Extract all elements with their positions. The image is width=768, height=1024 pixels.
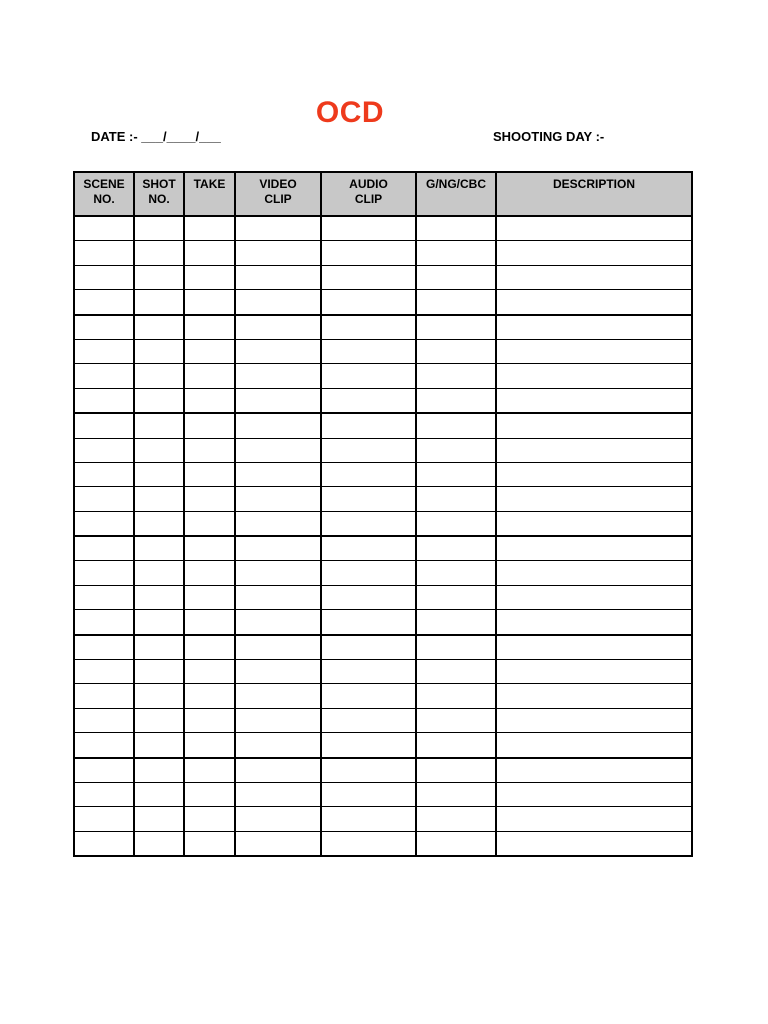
table-cell bbox=[134, 708, 184, 732]
table-cell bbox=[496, 315, 692, 340]
table-row bbox=[74, 660, 692, 684]
table-cell bbox=[496, 660, 692, 684]
table-cell bbox=[235, 782, 321, 806]
table-cell bbox=[496, 708, 692, 732]
table-cell bbox=[74, 807, 134, 831]
table-cell bbox=[496, 610, 692, 635]
table-cell bbox=[184, 462, 235, 486]
table-cell bbox=[496, 831, 692, 856]
table-cell bbox=[134, 290, 184, 315]
table-row bbox=[74, 511, 692, 536]
table-cell bbox=[184, 315, 235, 340]
table-cell bbox=[184, 635, 235, 660]
table-cell bbox=[74, 610, 134, 635]
table-cell bbox=[184, 216, 235, 241]
table-cell bbox=[74, 364, 134, 388]
table-cell bbox=[184, 684, 235, 708]
table-cell bbox=[74, 758, 134, 783]
table-cell bbox=[321, 265, 416, 289]
table-cell bbox=[74, 585, 134, 609]
table-cell bbox=[134, 733, 184, 758]
page-title: OCD bbox=[315, 96, 385, 129]
table-body bbox=[74, 216, 692, 856]
table-cell bbox=[496, 290, 692, 315]
column-header-shot-no: SHOT NO. bbox=[134, 172, 184, 216]
table-cell bbox=[184, 660, 235, 684]
shooting-day-label: SHOOTING DAY :- bbox=[493, 129, 605, 144]
table-cell bbox=[74, 782, 134, 806]
table-row bbox=[74, 487, 692, 511]
table-cell bbox=[184, 438, 235, 462]
table-cell bbox=[321, 339, 416, 363]
table-cell bbox=[74, 315, 134, 340]
table-row bbox=[74, 388, 692, 413]
table-cell bbox=[235, 364, 321, 388]
table-row bbox=[74, 610, 692, 635]
table-cell bbox=[74, 388, 134, 413]
table-cell bbox=[235, 241, 321, 265]
table-cell bbox=[74, 216, 134, 241]
table-cell bbox=[321, 733, 416, 758]
table-cell bbox=[235, 585, 321, 609]
table-row bbox=[74, 758, 692, 783]
table-cell bbox=[321, 536, 416, 561]
table-cell bbox=[416, 265, 496, 289]
table-cell bbox=[74, 413, 134, 438]
table-cell bbox=[321, 635, 416, 660]
table-cell bbox=[416, 660, 496, 684]
table-cell bbox=[496, 635, 692, 660]
table-row bbox=[74, 807, 692, 831]
table-cell bbox=[496, 364, 692, 388]
table-cell bbox=[74, 511, 134, 536]
table-cell bbox=[134, 364, 184, 388]
table-cell bbox=[184, 831, 235, 856]
table-cell bbox=[496, 807, 692, 831]
table-cell bbox=[184, 708, 235, 732]
table-cell bbox=[235, 216, 321, 241]
table-row bbox=[74, 339, 692, 363]
table-cell bbox=[134, 462, 184, 486]
table-row bbox=[74, 708, 692, 732]
table-cell bbox=[184, 782, 235, 806]
table-cell bbox=[321, 364, 416, 388]
table-cell bbox=[184, 487, 235, 511]
column-header-scene-no: SCENE NO. bbox=[74, 172, 134, 216]
table-cell bbox=[235, 315, 321, 340]
table-cell bbox=[235, 413, 321, 438]
table-cell bbox=[416, 585, 496, 609]
table-cell bbox=[134, 339, 184, 363]
table-row bbox=[74, 438, 692, 462]
table-cell bbox=[184, 610, 235, 635]
table-cell bbox=[74, 660, 134, 684]
table-cell bbox=[416, 782, 496, 806]
table-header-row bbox=[74, 172, 692, 216]
table-row bbox=[74, 413, 692, 438]
table-cell bbox=[321, 807, 416, 831]
table-cell bbox=[416, 684, 496, 708]
table-cell bbox=[184, 758, 235, 783]
column-header-take: TAKE bbox=[184, 172, 235, 216]
table-cell bbox=[235, 610, 321, 635]
table-cell bbox=[321, 708, 416, 732]
table-cell bbox=[235, 807, 321, 831]
table-cell bbox=[134, 758, 184, 783]
table-row bbox=[74, 684, 692, 708]
table-cell bbox=[496, 438, 692, 462]
table-cell bbox=[235, 758, 321, 783]
table-cell bbox=[321, 610, 416, 635]
table-cell bbox=[134, 660, 184, 684]
table-cell bbox=[184, 388, 235, 413]
table-cell bbox=[496, 733, 692, 758]
table-cell bbox=[416, 758, 496, 783]
table-cell bbox=[496, 462, 692, 486]
table-cell bbox=[134, 413, 184, 438]
table-row bbox=[74, 831, 692, 856]
table-row bbox=[74, 536, 692, 561]
table-cell bbox=[235, 561, 321, 585]
table-cell bbox=[321, 831, 416, 856]
table-cell bbox=[416, 610, 496, 635]
table-cell bbox=[416, 708, 496, 732]
table-cell bbox=[235, 660, 321, 684]
table-cell bbox=[235, 462, 321, 486]
table-cell bbox=[321, 585, 416, 609]
table-cell bbox=[416, 315, 496, 340]
column-header-description: DESCRIPTION bbox=[496, 172, 692, 216]
table-cell bbox=[496, 388, 692, 413]
table-cell bbox=[321, 290, 416, 315]
table-cell bbox=[134, 807, 184, 831]
table-cell bbox=[235, 708, 321, 732]
table-cell bbox=[184, 265, 235, 289]
table-cell bbox=[321, 782, 416, 806]
table-cell bbox=[74, 635, 134, 660]
table-cell bbox=[74, 708, 134, 732]
table-cell bbox=[134, 216, 184, 241]
table-row bbox=[74, 462, 692, 486]
table-cell bbox=[496, 265, 692, 289]
table-cell bbox=[184, 807, 235, 831]
table-cell bbox=[74, 339, 134, 363]
table-cell bbox=[496, 561, 692, 585]
column-header-audio-clip: AUDIO CLIP bbox=[321, 172, 416, 216]
table-cell bbox=[134, 831, 184, 856]
table-cell bbox=[74, 684, 134, 708]
table-cell bbox=[496, 241, 692, 265]
table-cell bbox=[184, 536, 235, 561]
table-cell bbox=[184, 290, 235, 315]
table-cell bbox=[416, 339, 496, 363]
table-cell bbox=[496, 216, 692, 241]
table-cell bbox=[74, 733, 134, 758]
table-cell bbox=[235, 388, 321, 413]
table-cell bbox=[416, 241, 496, 265]
table-row bbox=[74, 241, 692, 265]
table-cell bbox=[235, 511, 321, 536]
table-cell bbox=[134, 684, 184, 708]
table-cell bbox=[74, 831, 134, 856]
table-cell bbox=[134, 388, 184, 413]
column-header-video-clip: VIDEO CLIP bbox=[235, 172, 321, 216]
table-cell bbox=[321, 684, 416, 708]
table-cell bbox=[134, 487, 184, 511]
table-cell bbox=[321, 413, 416, 438]
table-cell bbox=[235, 438, 321, 462]
table-cell bbox=[416, 511, 496, 536]
table-cell bbox=[321, 241, 416, 265]
table-cell bbox=[184, 585, 235, 609]
table-cell bbox=[321, 388, 416, 413]
table-cell bbox=[74, 536, 134, 561]
table-cell bbox=[235, 265, 321, 289]
table-cell bbox=[321, 216, 416, 241]
table-row bbox=[74, 265, 692, 289]
table-cell bbox=[235, 487, 321, 511]
table-cell bbox=[74, 265, 134, 289]
table-cell bbox=[235, 684, 321, 708]
table-cell bbox=[134, 536, 184, 561]
table-cell bbox=[235, 339, 321, 363]
table-cell bbox=[416, 290, 496, 315]
table-cell bbox=[134, 241, 184, 265]
table-cell bbox=[184, 413, 235, 438]
table-cell bbox=[321, 660, 416, 684]
table-cell bbox=[134, 585, 184, 609]
table-cell bbox=[416, 364, 496, 388]
table-cell bbox=[416, 487, 496, 511]
table-cell bbox=[321, 758, 416, 783]
table-row bbox=[74, 216, 692, 241]
table-cell bbox=[416, 831, 496, 856]
table-row bbox=[74, 290, 692, 315]
table-cell bbox=[235, 290, 321, 315]
table-cell bbox=[134, 610, 184, 635]
table-cell bbox=[416, 536, 496, 561]
table-row bbox=[74, 561, 692, 585]
table-cell bbox=[321, 315, 416, 340]
table-cell bbox=[496, 511, 692, 536]
table-cell bbox=[235, 536, 321, 561]
table-cell bbox=[416, 462, 496, 486]
table-cell bbox=[235, 635, 321, 660]
table-cell bbox=[416, 438, 496, 462]
table-cell bbox=[496, 413, 692, 438]
table-cell bbox=[321, 511, 416, 536]
table-cell bbox=[184, 339, 235, 363]
table-cell bbox=[321, 438, 416, 462]
table-cell bbox=[74, 561, 134, 585]
table-row bbox=[74, 733, 692, 758]
table-cell bbox=[496, 782, 692, 806]
table-cell bbox=[496, 487, 692, 511]
table-row bbox=[74, 585, 692, 609]
table-cell bbox=[496, 339, 692, 363]
table-cell bbox=[496, 684, 692, 708]
table-cell bbox=[235, 831, 321, 856]
table-cell bbox=[74, 462, 134, 486]
table-cell bbox=[496, 536, 692, 561]
table-cell bbox=[134, 315, 184, 340]
table-cell bbox=[134, 438, 184, 462]
table-cell bbox=[184, 364, 235, 388]
table-cell bbox=[74, 290, 134, 315]
date-field-label: DATE :- ___/____/___ bbox=[91, 129, 221, 144]
table-cell bbox=[416, 561, 496, 585]
table-cell bbox=[134, 511, 184, 536]
table-row bbox=[74, 364, 692, 388]
table-cell bbox=[416, 635, 496, 660]
table-cell bbox=[74, 438, 134, 462]
table-cell bbox=[74, 487, 134, 511]
table-cell bbox=[184, 241, 235, 265]
table-cell bbox=[235, 733, 321, 758]
table-row bbox=[74, 315, 692, 340]
table-cell bbox=[321, 462, 416, 486]
table-cell bbox=[416, 733, 496, 758]
table-cell bbox=[134, 782, 184, 806]
table-cell bbox=[184, 511, 235, 536]
table-cell bbox=[416, 216, 496, 241]
table-cell bbox=[134, 265, 184, 289]
table-cell bbox=[416, 388, 496, 413]
table-cell bbox=[134, 635, 184, 660]
table-cell bbox=[416, 413, 496, 438]
table-cell bbox=[184, 733, 235, 758]
table-cell bbox=[184, 561, 235, 585]
table-cell bbox=[134, 561, 184, 585]
shot-log-table bbox=[73, 171, 693, 857]
table-row bbox=[74, 635, 692, 660]
table-cell bbox=[74, 241, 134, 265]
table-cell bbox=[321, 561, 416, 585]
column-header-g-ng-cbc: G/NG/CBC bbox=[416, 172, 496, 216]
table-cell bbox=[416, 807, 496, 831]
table-cell bbox=[496, 585, 692, 609]
table-cell bbox=[321, 487, 416, 511]
table-row bbox=[74, 782, 692, 806]
table-cell bbox=[496, 758, 692, 783]
